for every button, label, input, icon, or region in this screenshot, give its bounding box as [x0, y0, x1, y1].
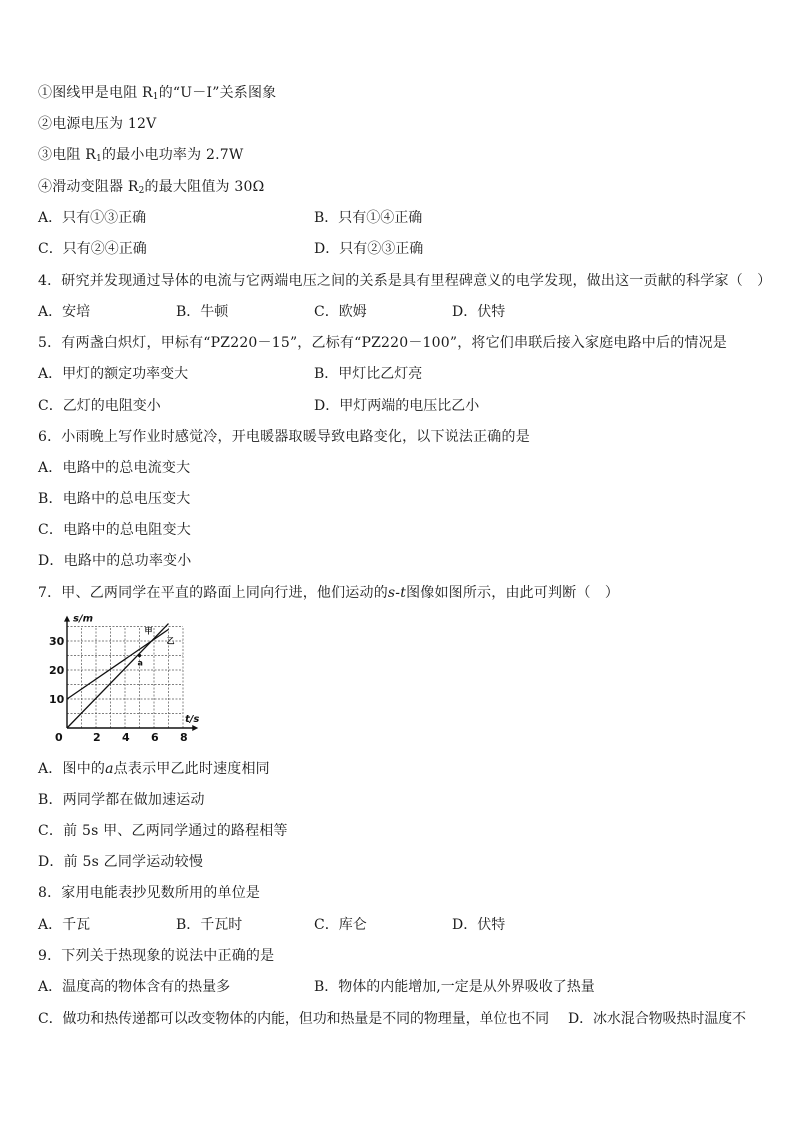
- series-line-2: [67, 626, 169, 699]
- statement-2: ②电源电压为 12V: [38, 116, 157, 132]
- statement-text: 的最小电功率为 2.7W: [101, 147, 244, 163]
- statement-text: 的“U－I”关系图象: [158, 85, 277, 101]
- q5-option-a: A．甲灯的额定功率变大: [38, 366, 189, 382]
- q4-stem: 4．研究并发现通过导体的电流与它两端电压之间的关系是具有里程碑意义的电学发现，做出这一贡献的科学家（ ）: [38, 273, 772, 289]
- statement-text: 的最大阻值为 30Ω: [144, 179, 265, 195]
- q5-option-d: D．甲灯两端的电压比乙小: [314, 398, 480, 414]
- q6-option-a: A．电路中的总电流变大: [38, 460, 191, 476]
- q7-stem: [38, 584, 619, 602]
- q7-stem-text: 7．甲、乙两同学在平直的路面上同向行进，他们运动的: [38, 585, 388, 601]
- q9-option-a: A．温度高的物体含有的热量多: [38, 979, 231, 995]
- q9-option-b: B．物体的内能增加,一定是从外界吸收了热量: [314, 979, 595, 995]
- statement-text: ④滑动变阻器 R: [38, 179, 139, 195]
- statement-text: ①图线甲是电阻 R: [38, 85, 153, 101]
- q9-stem: 9．下列关于热现象的说法中正确的是: [38, 948, 275, 964]
- q9-option-d: D．冰水混合物吸热时温度不: [568, 1011, 746, 1027]
- q7-option-d: D．前 5s 乙同学运动较慢: [38, 854, 204, 870]
- q4-option-b: B．牛顿: [176, 304, 229, 320]
- graph-labels: [49, 614, 199, 744]
- q4-option-d: D．伏特: [452, 304, 506, 320]
- option-text: 点表示甲乙此时速度相同: [113, 761, 270, 777]
- series-label-1: 甲: [144, 626, 153, 636]
- series-label-2: 乙: [166, 636, 175, 646]
- q3-option-a: A．只有①③正确: [38, 210, 147, 226]
- x-tick-label: 6: [151, 731, 159, 744]
- y-tick-label: 10: [49, 693, 65, 706]
- q7-stem-variable: s-t: [387, 585, 407, 601]
- q8-option-c: C．库仑: [314, 917, 367, 933]
- x-tick-label: 8: [180, 731, 188, 744]
- q8-option-d: D．伏特: [452, 917, 506, 933]
- q7-option-a: [38, 760, 270, 778]
- q8-option-a: A．千瓦: [38, 917, 91, 933]
- q7-stem-text: 图像如图所示，由此可判断（ ）: [406, 585, 620, 601]
- q3-option-d: D．只有②③正确: [314, 241, 424, 257]
- statement-4: [38, 178, 264, 196]
- x-axis-label: t/s: [185, 714, 200, 725]
- subscript: 1: [96, 154, 102, 164]
- q6-option-c: C．电路中的总电阻变大: [38, 522, 191, 538]
- x-tick-label: 4: [122, 731, 130, 744]
- q4-option-a: A．安培: [38, 304, 91, 320]
- q6-stem: 6．小雨晚上写作业时感觉冷，开电暖器取暖导致电路变化，以下说法正确的是: [38, 429, 530, 445]
- y-axis-label: s/m: [73, 613, 94, 625]
- y-axis-arrow: [64, 616, 70, 622]
- subscript: 1: [152, 92, 159, 102]
- statement-3: [38, 146, 243, 164]
- origin-label: 0: [55, 731, 63, 744]
- x-tick-label: 2: [93, 731, 101, 744]
- option-variable: a: [105, 761, 114, 777]
- q6-option-b: B．电路中的总电压变大: [38, 491, 191, 507]
- graph-series: [67, 624, 169, 728]
- option-text: A．图中的: [38, 761, 106, 777]
- statement-1: [38, 84, 276, 102]
- q7-option-c: C．前 5s 甲、乙两同学通过的路程相等: [38, 823, 288, 839]
- q5-option-b: B．甲灯比乙灯亮: [314, 366, 423, 382]
- q5-stem: 5．有两盏白炽灯，甲标有“PZ220－15”，乙标有“PZ220－100”，将它们串联后接入家庭电路中后的情况是: [38, 335, 728, 351]
- q3-option-c: C．只有②④正确: [38, 241, 147, 257]
- x-axis-arrow: [192, 725, 198, 731]
- q8-stem: 8．家用电能表抄见数所用的单位是: [38, 885, 261, 901]
- subscript: 2: [138, 186, 145, 196]
- q9-option-c: C．做功和热传递都可以改变物体的内能，但功和热量是不同的物理量，单位也不同: [38, 1011, 550, 1027]
- y-tick-label: 20: [49, 664, 65, 677]
- q4-option-c: C．欧姆: [314, 304, 367, 320]
- q7-option-b: B．两同学都在做加速运动: [38, 792, 205, 808]
- q8-option-b: B．千瓦时: [176, 917, 243, 933]
- point-a-marker: [138, 654, 141, 657]
- y-tick-label: 30: [49, 635, 65, 648]
- s-t-graph: [40, 610, 215, 745]
- q5-option-c: C．乙灯的电阻变小: [38, 398, 161, 414]
- statement-text: ③电阻 R: [38, 147, 96, 163]
- q6-option-d: D．电路中的总功率变小: [38, 553, 192, 569]
- point-a-label: a: [137, 658, 143, 668]
- q3-option-b: B．只有①④正确: [314, 210, 423, 226]
